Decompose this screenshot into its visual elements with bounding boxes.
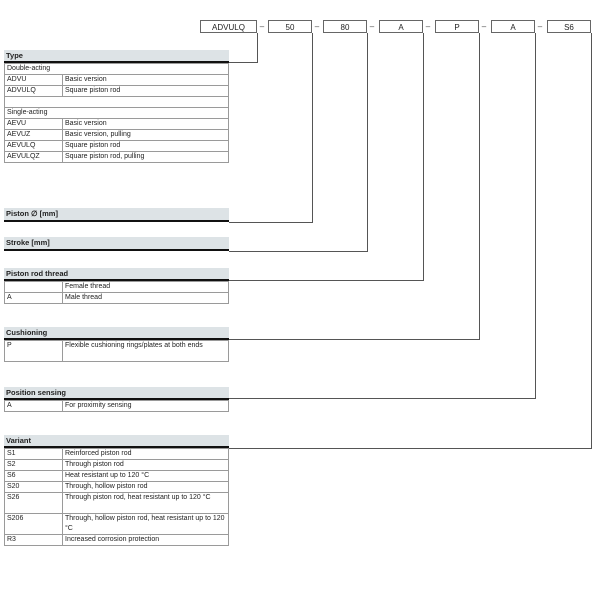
cushioning-section [4,327,229,362]
code-separator: – [369,22,375,31]
section-heading: Variant [4,435,229,448]
code-separator: – [425,22,431,31]
code-separator: – [259,22,265,31]
sensing-section [4,387,229,412]
piston-section [4,208,229,222]
connector-cushioning-h [229,339,480,340]
connector-type-h [229,62,258,63]
table-row: Female thread [5,282,229,293]
connector-variant [591,33,592,449]
variant-table [4,448,229,546]
section-heading: Piston rod thread [4,268,229,281]
group-label: Double-acting [5,64,229,75]
table-row: R3 Increased corrosion protection [5,535,229,546]
table-row: AEVUZ Basic version, pulling [5,130,229,141]
code-box-sensing: A [491,20,535,33]
section-heading: Position sensing [4,387,229,400]
table-row: ADVULQ Square piston rod [5,86,229,97]
code-box-variant: S6 [547,20,591,33]
table-row: S1 Reinforced piston rod [5,449,229,460]
connector-variant-h [229,448,592,449]
table-row: A Male thread [5,293,229,304]
code-separator: – [314,22,320,31]
table-row: S26 Through piston rod, heat resistant up to 120 °C [5,493,229,514]
type-table [4,63,229,163]
connector-stroke-h [229,251,368,252]
table-row: S206 Through, hollow piston rod, heat resistant up to 120 °C [5,514,229,535]
stroke-section [4,237,229,251]
connector-piston [312,33,313,223]
connector-type [257,33,258,62]
code-box-cushioning: P [435,20,479,33]
thread-section [4,268,229,304]
connector-sensing-h [229,398,536,399]
table-row: S20 Through, hollow piston rod [5,482,229,493]
table-row: AEVULQ Square piston rod [5,141,229,152]
table-row: AEVULQZ Square piston rod, pulling [5,152,229,163]
section-heading: Stroke [mm] [4,237,229,251]
connector-stroke [367,33,368,252]
connector-sensing [535,33,536,399]
connector-thread-h [229,280,424,281]
table-row: AEVU Basic version [5,119,229,130]
section-heading: Piston ∅ [mm] [4,208,229,222]
code-box-thread: A [379,20,423,33]
code-box-stroke: 80 [323,20,367,33]
table-row: ADVU Basic version [5,75,229,86]
section-heading: Type [4,50,229,63]
table-row: A For proximity sensing [5,401,229,412]
code-separator: – [537,22,543,31]
code-separator: – [481,22,487,31]
connector-cushioning [479,33,480,340]
cushioning-table [4,340,229,362]
thread-table [4,281,229,304]
connector-thread [423,33,424,281]
group-label: Single-acting [5,108,229,119]
section-heading: Cushioning [4,327,229,340]
code-box-type: ADVULQ [200,20,257,33]
variant-section [4,435,229,546]
sensing-table [4,400,229,412]
connector-piston-h [229,222,313,223]
blank-row [5,97,229,108]
table-row: P Flexible cushioning rings/plates at both ends [5,341,229,362]
table-row: S6 Heat resistant up to 120 °C [5,471,229,482]
type-section [4,50,229,163]
code-box-piston: 50 [268,20,312,33]
table-row: S2 Through piston rod [5,460,229,471]
